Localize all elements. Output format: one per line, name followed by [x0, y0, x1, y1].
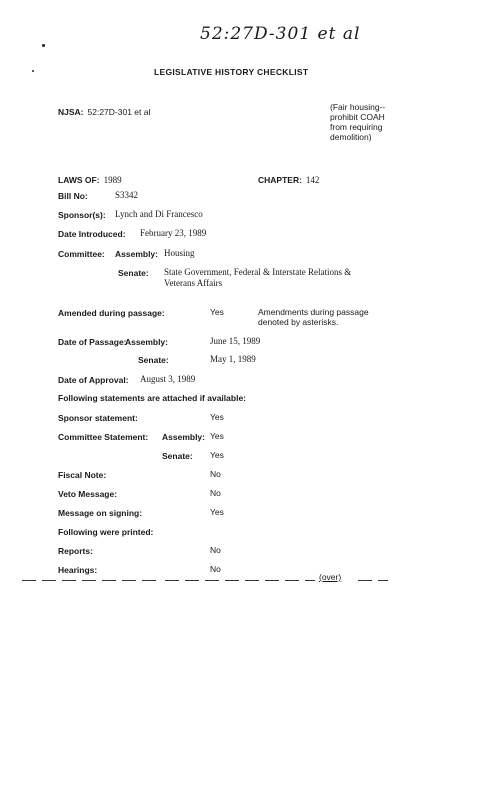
- printed-heading: Following were printed:: [58, 527, 154, 537]
- njsa-row: [58, 102, 150, 120]
- chapter-row: [258, 170, 319, 188]
- passage-senate-value: May 1, 1989: [210, 354, 256, 364]
- note-line: from requiring: [330, 122, 383, 132]
- fiscal-note-value: No: [210, 469, 221, 479]
- fiscal-note-label: Fiscal Note:: [58, 470, 107, 480]
- passage-assembly-label: Assembly:: [125, 337, 168, 347]
- date-introduced-label: Date Introduced:: [58, 229, 126, 239]
- laws-of-label: LAWS OF:: [58, 175, 100, 185]
- committee-senate-value: State Government, Federal & Interstate Relations &: [164, 267, 352, 277]
- bill-no-label: Bill No:: [58, 191, 88, 201]
- sponsors-label: Sponsor(s):: [58, 210, 106, 220]
- njsa-value: 52:27D-301 et al: [87, 107, 151, 117]
- page-title: LEGISLATIVE HISTORY CHECKLIST: [154, 67, 309, 77]
- committee-label: Committee:: [58, 249, 105, 259]
- committee-senate-value-cont: Veterans Affairs: [164, 278, 223, 288]
- statements-heading: Following statements are attached if available:: [58, 393, 246, 403]
- reports-label: Reports:: [58, 546, 93, 556]
- amended-note-line: Amendments during passage: [258, 307, 369, 317]
- veto-message-label: Veto Message:: [58, 489, 118, 499]
- committee-statement-senate-label: Senate:: [162, 451, 193, 461]
- handwritten-citation: 52:27D-301 et al: [200, 24, 361, 44]
- subject-note: [330, 102, 385, 142]
- note-line: prohibit COAH: [330, 112, 385, 122]
- amended-value: Yes: [210, 307, 224, 317]
- laws-of-row: [58, 170, 122, 188]
- approval-label: Date of Approval:: [58, 375, 129, 385]
- committee-statement-assembly-label: Assembly:: [162, 432, 205, 442]
- passage-senate-label: Senate:: [138, 355, 169, 365]
- hearings-label: Hearings:: [58, 565, 98, 575]
- amended-note: [258, 307, 369, 327]
- laws-of-value: 1989: [103, 175, 122, 185]
- amended-label: Amended during passage:: [58, 308, 165, 318]
- note-line: demolition): [330, 132, 372, 142]
- message-on-signing-label: Message on signing:: [58, 508, 143, 518]
- message-on-signing-value: Yes: [210, 507, 224, 517]
- committee-statement-senate-value: Yes: [210, 450, 224, 460]
- committee-statement-label: Committee Statement:: [58, 432, 149, 442]
- scan-speck: [42, 44, 45, 47]
- committee-senate-label: Senate:: [118, 268, 149, 278]
- note-line: (Fair housing--: [330, 102, 386, 112]
- approval-value: August 3, 1989: [140, 374, 196, 384]
- sponsor-statement-label: Sponsor statement:: [58, 413, 138, 423]
- date-introduced-value: February 23, 1989: [140, 228, 207, 238]
- bill-no-value: S3342: [115, 190, 139, 200]
- njsa-label: NJSA:: [58, 107, 84, 117]
- committee-assembly-label: Assembly:: [115, 249, 158, 259]
- reports-value: No: [210, 545, 221, 555]
- chapter-label: CHAPTER:: [258, 175, 302, 185]
- chapter-value: 142: [305, 175, 320, 185]
- hearings-value: No: [210, 564, 221, 574]
- committee-statement-assembly-value: Yes: [210, 431, 224, 441]
- veto-message-value: No: [210, 488, 221, 498]
- over-indicator: (over): [319, 572, 342, 582]
- amended-note-line: denoted by asterisks.: [258, 317, 339, 327]
- scan-speck: [32, 70, 34, 72]
- sponsors-value: Lynch and Di Francesco: [115, 209, 203, 219]
- passage-assembly-value: June 15, 1989: [210, 336, 261, 346]
- passage-label: Date of Passage:: [58, 337, 127, 347]
- committee-assembly-value: Housing: [164, 248, 195, 258]
- sponsor-statement-value: Yes: [210, 412, 224, 422]
